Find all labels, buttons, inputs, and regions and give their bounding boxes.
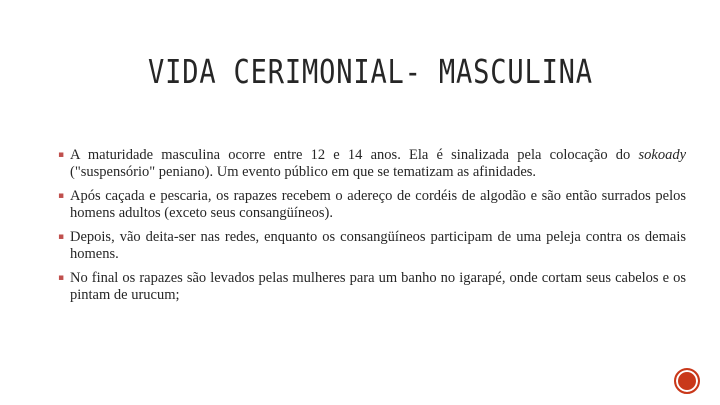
- bullet-marker-icon: ▪: [58, 150, 65, 160]
- bullet-marker-icon: ▪: [58, 191, 65, 201]
- bullet-item: [58, 188, 686, 222]
- bullet-item: [58, 270, 686, 304]
- circle-badge-icon: [674, 368, 700, 394]
- slide-title: VIDA CERIMONIAL- MASCULINA: [148, 52, 593, 91]
- bullet-text: No final os rapazes são levados pelas mulheres para um banho no igarapé, onde cortam seus cabelos e os pintam de urucum;: [70, 270, 686, 303]
- bullet-text: [70, 147, 686, 181]
- bullet-item: [58, 147, 686, 181]
- bullet-marker-icon: ▪: [58, 232, 65, 242]
- bullet-text: Após caçada e pescaria, os rapazes recebem o adereço de cordéis de algodão e são então surrados pelos homens adultos (exceto seus consangüíneos).: [70, 188, 686, 221]
- bullet-text-part: ("suspensório" peniano). Um evento público em que se tematizam as afinidades.: [70, 164, 537, 180]
- bullet-text-emphasis: sokoady: [638, 147, 686, 163]
- bullet-text: Depois, vão deita-ser nas redes, enquanto os consangüíneos participam de uma peleja contra os demais homens.: [70, 229, 686, 262]
- bullet-text-part: A maturidade masculina ocorre entre 12 e 14 anos. Ela é sinalizada pela colocação do: [70, 147, 639, 163]
- bullet-list: [58, 147, 686, 311]
- bullet-marker-icon: ▪: [58, 273, 65, 283]
- badge-inner-circle: [681, 375, 693, 387]
- bullet-item: [58, 229, 686, 263]
